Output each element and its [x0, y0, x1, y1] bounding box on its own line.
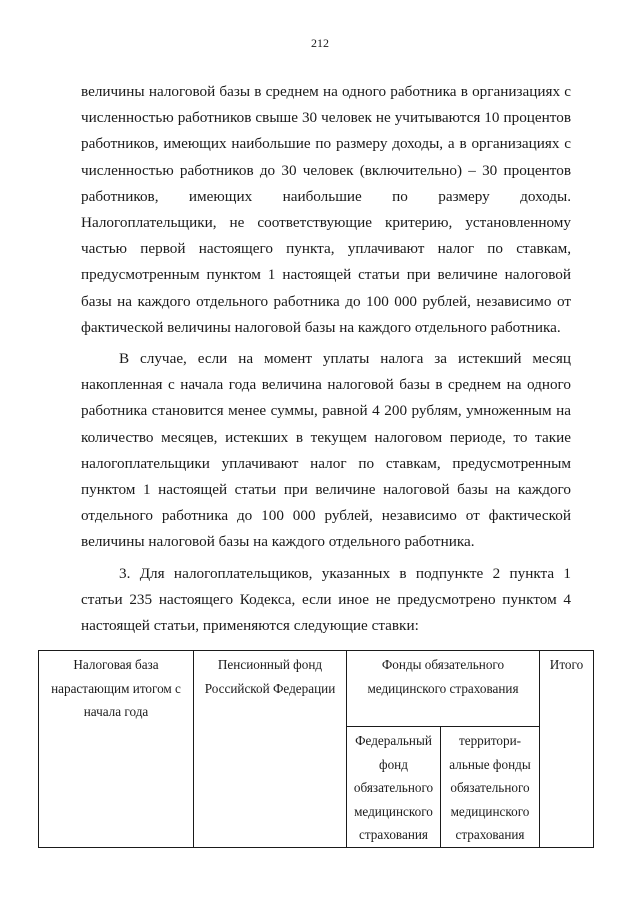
header-territorial-funds: территори-альные фонды обязательного медицинского страхования	[441, 727, 540, 848]
paragraph-in-case: В случае, если на момент уплаты налога за истекший месяц накопленная с начала года величина налоговой базы в среднем на одного работника становится менее суммы, равной 4 200 рублям, умноженным на количество месяцев, истекших в текущем налоговом периоде, то такие налогоплательщики уплачивают налог по ставкам, предусмотренным пунктом 1 настоящей статьи при величине налоговой базы на каждого отдельного работника до 100 000 рублей, независимо от фактической величины налоговой базы на каждого отдельного работника.	[81, 350, 571, 551]
header-federal-fund: Федеральный фонд обязательного медицинского страхования	[347, 727, 441, 848]
paragraph-item-3: 3. Для налогоплательщиков, указанных в подпункте 2 пункта 1 статьи 235 настоящего Кодекса, если иное не предусмотрено пунктом 4 настоящей статьи, применяются следующие ставки:	[81, 564, 571, 635]
header-total: Итого	[540, 651, 594, 848]
page-number: 212	[311, 36, 329, 50]
body-text	[81, 79, 571, 639]
header-tax-base: Налоговая база нарастающим итогом с начала года	[39, 651, 194, 848]
paragraph-continuation: величины налоговой базы в среднем на одного работника в организациях с численностью работников свыше 30 человек не учитываются 10 процентов работников, имеющих наибольшие по размеру доходы, а в организациях с численностью работников до 30 человек (включительно) – 30 процентов работников, имеющих наибольшие по размеру доходы. Налогоплательщики, не соответствующие критерию, установленному частью первой настоящего пункта, уплачивают налог по ставкам, предусмотренным пунктом 1 настоящей статьи при величине налоговой базы на каждого отдельного работника до 100 000 рублей, независимо от фактической величины налоговой базы на каждого отдельного работника.	[81, 83, 571, 336]
rates-table	[38, 650, 594, 848]
header-medical-funds: Фонды обязательного медицинского страхования	[347, 651, 540, 727]
header-pension-fund: Пенсионный фонд Российской Федерации	[194, 651, 347, 848]
